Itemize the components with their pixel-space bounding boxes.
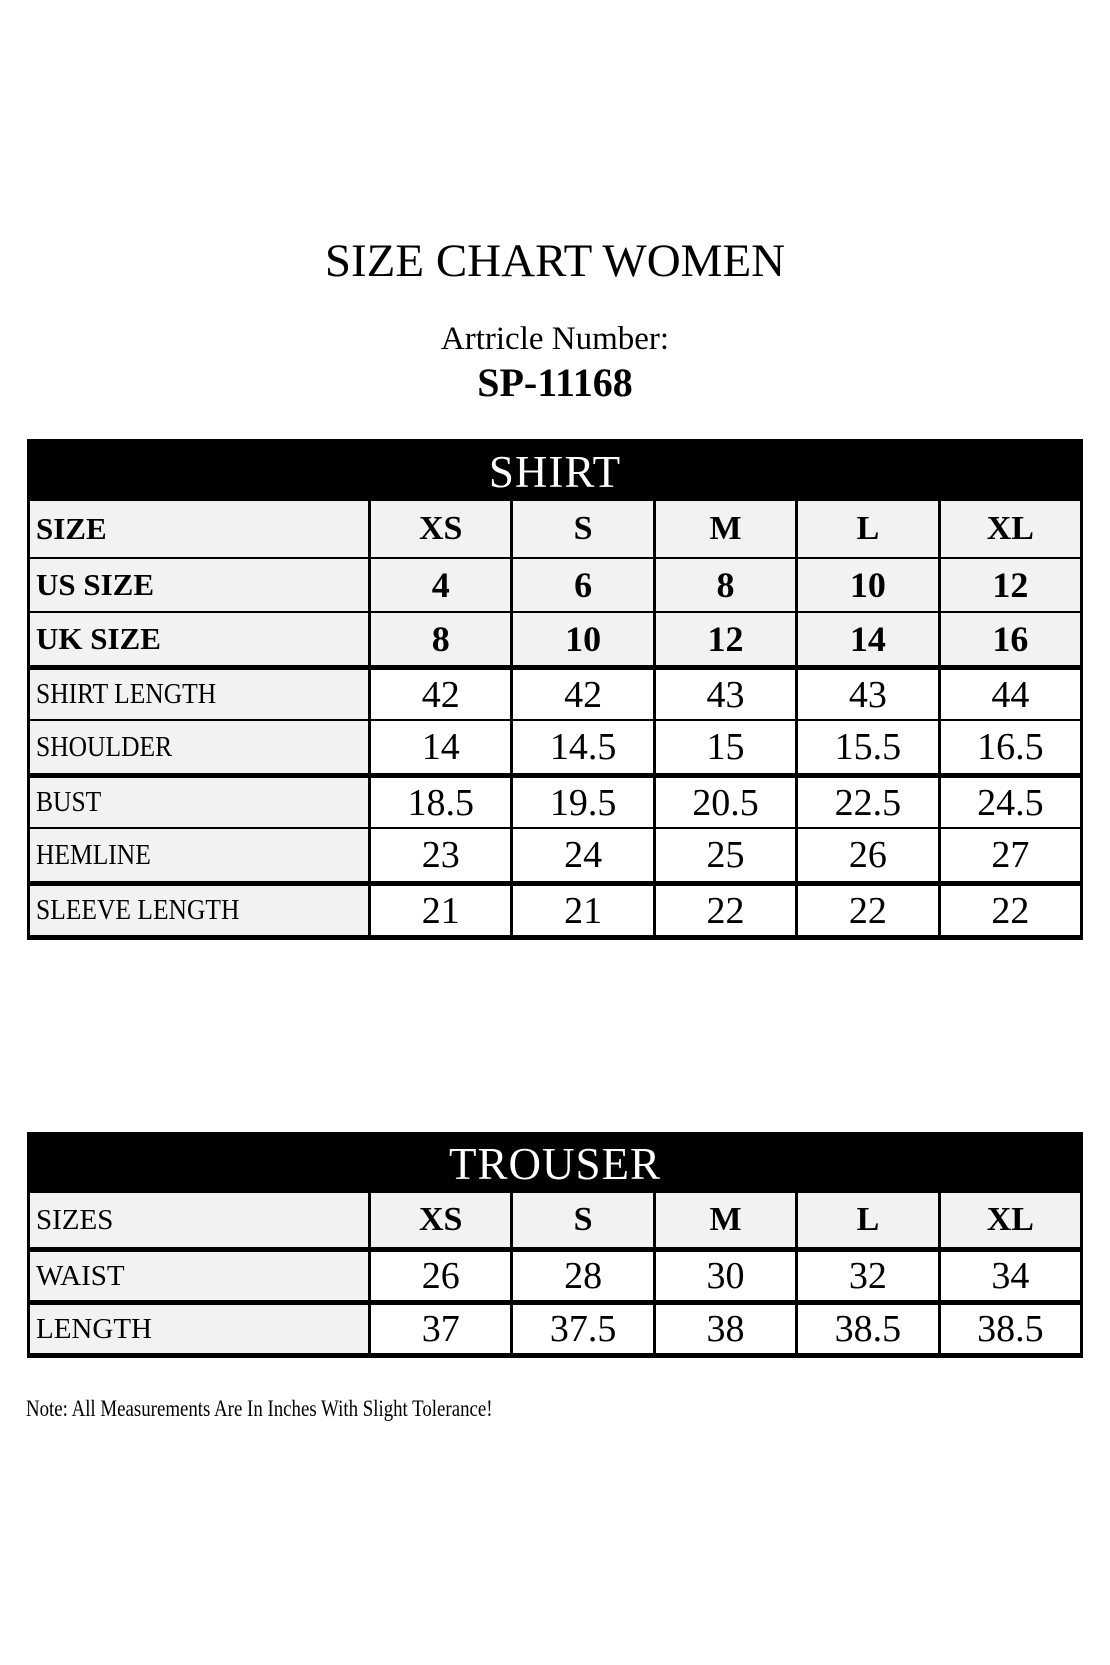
- row-value-cell: 14.5: [513, 721, 655, 773]
- row-value-cell: 20.5: [656, 778, 798, 827]
- row-value-cell: 32: [798, 1252, 940, 1300]
- row-value-cell: 28: [513, 1252, 655, 1300]
- row-value-cell: 8: [656, 559, 798, 611]
- row-value-cell: 38.5: [798, 1305, 940, 1353]
- row-value-cell: 27: [941, 829, 1080, 881]
- row-value-cell: 10: [798, 559, 940, 611]
- row-value-cell: 42: [371, 670, 513, 719]
- row-value-cell: 24: [513, 829, 655, 881]
- row-value-cell: 14: [371, 721, 513, 773]
- row-label-cell: US SIZE: [30, 559, 371, 611]
- row-value-cell: 44: [941, 670, 1080, 719]
- row-value-cell: 24.5: [941, 778, 1080, 827]
- row-value-cell: 23: [371, 829, 513, 881]
- size-header-value-cell: XS: [371, 1193, 513, 1247]
- shirt-table-title: SHIRT: [488, 446, 622, 497]
- row-value-cell: 10: [513, 613, 655, 665]
- row-label-cell: SHOULDER: [30, 721, 371, 773]
- table-row: [30, 719, 1080, 773]
- row-value-cell: 37: [371, 1305, 513, 1353]
- row-value-cell: 6: [513, 559, 655, 611]
- table-row: [30, 665, 1080, 719]
- measurement-note-text: Note: All Measurements Are In Inches With Slight Tolerance!: [26, 1396, 493, 1421]
- size-header-label-cell: SIZES: [30, 1193, 371, 1247]
- trouser-size-table: [27, 1132, 1083, 1358]
- row-value-cell: 22.5: [798, 778, 940, 827]
- row-value-cell: 22: [798, 886, 940, 935]
- size-header-value-cell: S: [513, 1193, 655, 1247]
- row-value-cell: 43: [656, 670, 798, 719]
- shirt-table-title-band: [30, 442, 1080, 501]
- table-row: [30, 881, 1080, 935]
- size-header-value-cell: M: [656, 501, 798, 557]
- row-value-cell: 21: [371, 886, 513, 935]
- row-label-cell: WAIST: [30, 1252, 371, 1300]
- row-value-cell: 38.5: [941, 1305, 1080, 1353]
- row-value-cell: 42: [513, 670, 655, 719]
- row-value-cell: 14: [798, 613, 940, 665]
- row-label-cell: SLEEVE LENGTH: [30, 886, 371, 935]
- row-value-cell: 22: [941, 886, 1080, 935]
- row-value-cell: 30: [656, 1252, 798, 1300]
- row-value-cell: 21: [513, 886, 655, 935]
- row-label-cell: SHIRT LENGTH: [30, 670, 371, 719]
- row-value-cell: 18.5: [371, 778, 513, 827]
- shirt-size-table: [27, 439, 1083, 940]
- row-value-cell: 4: [371, 559, 513, 611]
- row-value-cell: 38: [656, 1305, 798, 1353]
- article-number-label: Artricle Number:: [440, 321, 670, 357]
- table-row: [30, 611, 1080, 665]
- size-header-value-cell: XL: [941, 1193, 1080, 1247]
- row-value-cell: 16.5: [941, 721, 1080, 773]
- page-title: SIZE CHART WOMEN: [324, 235, 786, 287]
- row-label-cell: UK SIZE: [30, 613, 371, 665]
- table-row: [30, 773, 1080, 827]
- row-value-cell: 16: [941, 613, 1080, 665]
- row-value-cell: 22: [656, 886, 798, 935]
- row-value-cell: 43: [798, 670, 940, 719]
- row-value-cell: 12: [941, 559, 1080, 611]
- row-value-cell: 19.5: [513, 778, 655, 827]
- row-label-cell: BUST: [30, 778, 371, 827]
- size-header-value-cell: XS: [371, 501, 513, 557]
- row-value-cell: 37.5: [513, 1305, 655, 1353]
- row-value-cell: 15.5: [798, 721, 940, 773]
- row-value-cell: 8: [371, 613, 513, 665]
- trouser-table-title-band: [30, 1135, 1080, 1193]
- row-label-cell: LENGTH: [30, 1305, 371, 1353]
- row-value-cell: 34: [941, 1252, 1080, 1300]
- table-row: [30, 1300, 1080, 1353]
- article-number-value: SP-11168: [477, 360, 633, 405]
- size-header-value-cell: L: [798, 1193, 940, 1247]
- table-row: [30, 1193, 1080, 1247]
- table-row: [30, 827, 1080, 881]
- table-row: [30, 557, 1080, 611]
- table-row: [30, 1247, 1080, 1300]
- size-header-value-cell: XL: [941, 501, 1080, 557]
- row-value-cell: 25: [656, 829, 798, 881]
- row-value-cell: 15: [656, 721, 798, 773]
- row-value-cell: 26: [371, 1252, 513, 1300]
- trouser-table-title: TROUSER: [448, 1139, 662, 1189]
- row-label-cell: HEMLINE: [30, 829, 371, 881]
- measurement-note: [26, 1396, 595, 1422]
- size-header-value-cell: M: [656, 1193, 798, 1247]
- table-row: [30, 501, 1080, 557]
- row-value-cell: 12: [656, 613, 798, 665]
- size-header-label-cell: SIZE: [30, 501, 371, 557]
- size-header-value-cell: L: [798, 501, 940, 557]
- size-header-value-cell: S: [513, 501, 655, 557]
- row-value-cell: 26: [798, 829, 940, 881]
